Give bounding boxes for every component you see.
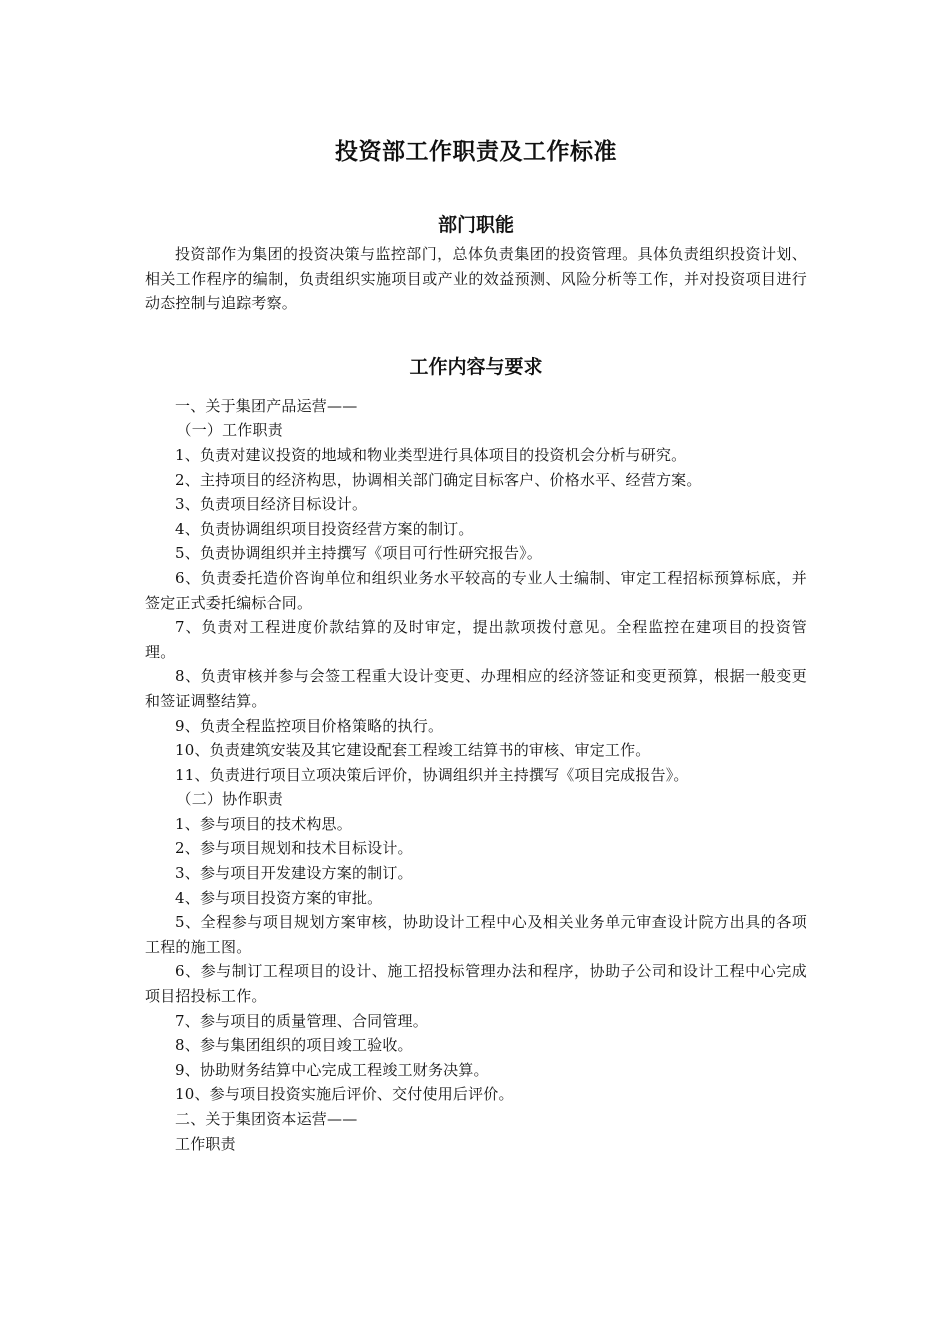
duty-item: 10、负责建筑安装及其它建设配套工程竣工结算书的审核、审定工作。: [175, 741, 651, 760]
coop-item: 10、参与项目投资实施后评价、交付使用后评价。: [175, 1085, 514, 1104]
section-heading-work-content: 工作内容与要求: [409, 355, 543, 378]
coop-item: 3、参与项目开发建设方案的制订。: [175, 864, 413, 883]
duty-item: 6、负责委托造价咨询单位和组织业务水平较高的专业人士编制、审定工程招标预算标底，并签定正式委托编标合同。: [145, 568, 807, 612]
coop-item: 4、参与项目投资方案的审批。: [175, 888, 383, 907]
duty-item: 11、负责进行项目立项决策后评价，协调组织并主持撰写《项目完成报告》。: [175, 765, 689, 784]
coop-item: 1、参与项目的技术构思。: [175, 814, 352, 833]
coop-item: 2、参与项目规划和技术目标设计。: [175, 839, 413, 858]
part1-coop-title: （二）协作职责: [176, 790, 283, 809]
duty-item: 3、负责项目经济目标设计。: [175, 495, 368, 514]
coop-item: 9、协助财务结算中心完成工程竣工财务决算。: [175, 1060, 489, 1079]
part2-duties-title: 工作职责: [175, 1134, 236, 1153]
work-content-list: [145, 394, 807, 1156]
part1-duties-title: （一）工作职责: [176, 421, 283, 440]
duty-item: 5、负责协调组织并主持撰写《项目可行性研究报告》。: [175, 544, 543, 563]
duty-item: 9、负责全程监控项目价格策略的执行。: [175, 716, 444, 735]
duty-item: 1、负责对建议投资的地域和物业类型进行具体项目的投资机会分析与研究。: [175, 445, 687, 464]
coop-item: 6、参与制订工程项目的设计、施工招投标管理办法和程序，协助子公司和设计工程中心完成项目招投标工作。: [145, 962, 807, 1006]
department-function-paragraph: 投资部作为集团的投资决策与监控部门，总体负责集团的投资管理。具体负责组织投资计划、相关工作程序的编制，负责组织实施项目或产业的效益预测、风险分析等工作，并对投资项目进行动态控制与追踪考察。: [145, 245, 807, 313]
duty-item: 2、主持项目的经济构思，协调相关部门确定目标客户、价格水平、经营方案。: [175, 470, 702, 489]
coop-item: 5、全程参与项目规划方案审核，协助设计工程中心及相关业务单元审查设计院方出具的各项工程的施工图。: [145, 913, 807, 956]
duty-item: 7、负责对工程进度价款结算的及时审定，提出款项拨付意见。全程监控在建项目的投资管理。: [145, 618, 807, 661]
duty-item: 8、负责审核并参与会签工程重大设计变更、办理相应的经济签证和变更预算，根据一般变更和签证调整结算。: [145, 667, 807, 710]
part1-title: 一、关于集团产品运营——: [175, 396, 358, 415]
document-page: [145, 128, 807, 1156]
duty-item: 4、负责协调组织项目投资经营方案的制订。: [175, 519, 474, 538]
coop-item: 7、参与项目的质量管理、合同管理。: [175, 1011, 428, 1030]
coop-item: 8、参与集团组织的项目竣工验收。: [175, 1036, 413, 1055]
section-heading-department-function: 部门职能: [437, 214, 514, 236]
document-title: 投资部工作职责及工作标准: [335, 139, 617, 165]
part2-title: 二、关于集团资本运营——: [175, 1110, 358, 1128]
